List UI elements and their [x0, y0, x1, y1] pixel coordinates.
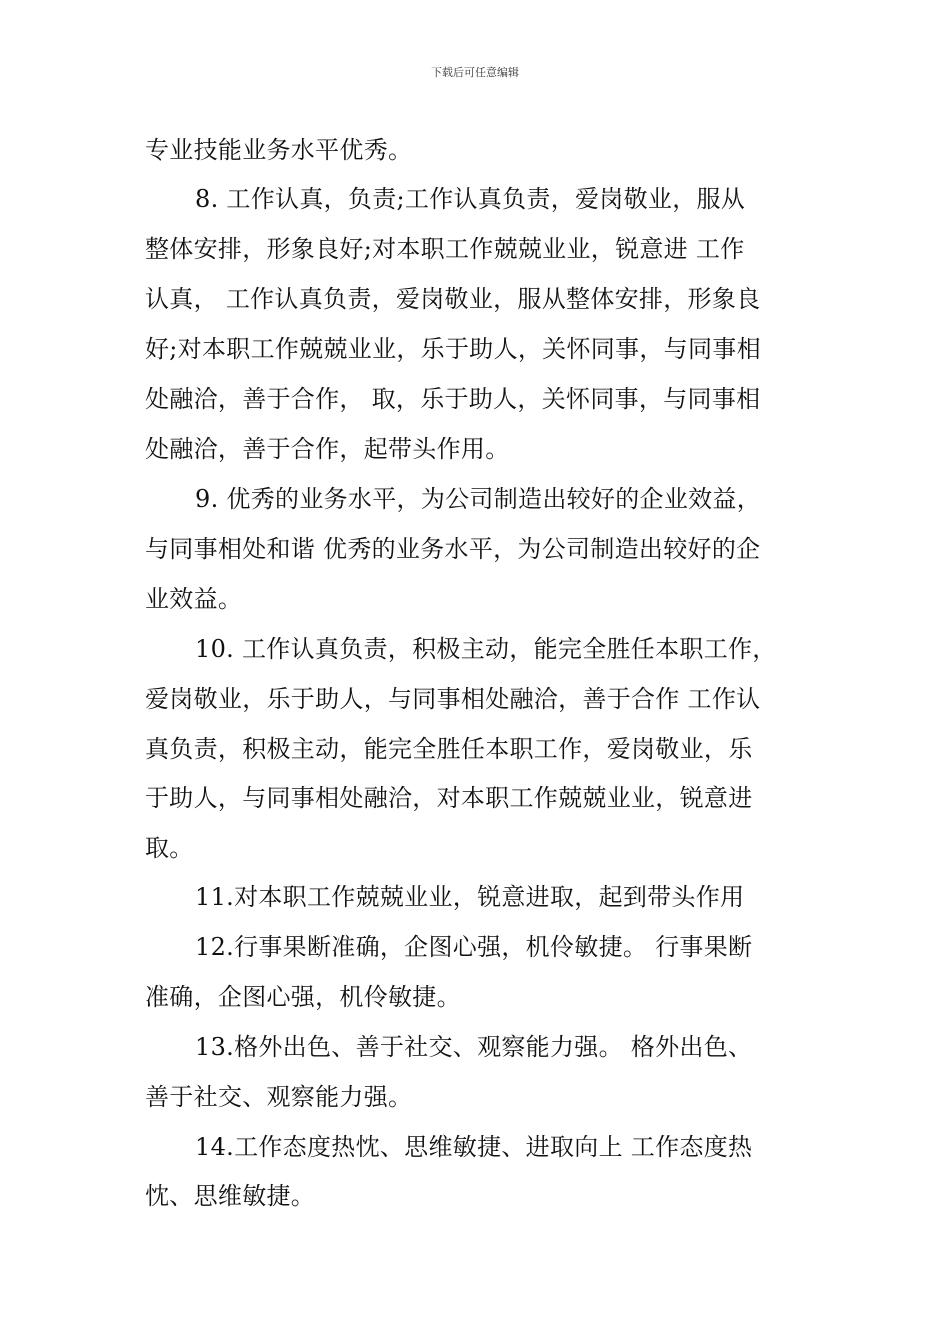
paragraph-line: 处融洽，善于合作， 取，乐于助人，关怀同事，与同事相: [145, 385, 761, 413]
paragraph-line: 9. 优秀的业务水平，为公司制造出较好的企业效益，: [195, 485, 762, 513]
paragraph-line: 11.对本职工作兢兢业业，锐意进取，起到带头作用: [195, 883, 745, 911]
paragraph-line: 整体安排，形象良好;对本职工作兢兢业业，锐意进 工作: [145, 235, 745, 263]
paragraph-line: 好;对本职工作兢兢业业，乐于助人，关怀同事，与同事相: [145, 335, 761, 363]
paragraph-line: 13.格外出色、善于社交、观察能力强。 格外出色、: [195, 1033, 753, 1061]
paragraph-line: 爱岗敬业，乐于助人，与同事相处融洽，善于合作 工作认: [145, 685, 761, 713]
paragraph-line: 8. 工作认真，负责;工作认真负责，爱岗敬业，服从: [195, 185, 746, 213]
paragraph-line: 专业技能业务水平优秀。: [145, 136, 413, 164]
paragraph-line: 取。: [145, 834, 194, 862]
paragraph-line: 认真， 工作认真负责，爱岗敬业，服从整体安排，形象良: [145, 285, 761, 313]
paragraph-line: 12.行事果断准确，企图心强，机伶敏捷。 行事果断: [195, 933, 753, 961]
paragraph-line: 与同事相处和谐 优秀的业务水平，为公司制造出较好的企: [145, 535, 761, 563]
paragraph-line: 处融洽，善于合作，起带头作用。: [145, 435, 510, 463]
paragraph-line: 善于社交、观察能力强。: [145, 1083, 413, 1111]
paragraph-line: 业效益。: [145, 585, 243, 613]
paragraph-line: 10. 工作认真负责，积极主动，能完全胜任本职工作，: [195, 635, 777, 663]
page-header: 下载后可任意编辑: [431, 66, 519, 79]
paragraph-line: 于助人，与同事相处融洽，对本职工作兢兢业业，锐意进: [145, 784, 753, 812]
paragraph-line: 14.工作态度热忱、思维敏捷、进取向上 工作态度热: [195, 1133, 753, 1161]
paragraph-line: 准确，企图心强，机伶敏捷。: [145, 983, 461, 1011]
paragraph-line: 忱、思维敏捷。: [145, 1182, 316, 1210]
paragraph-line: 真负责，积极主动，能完全胜任本职工作，爱岗敬业，乐: [145, 735, 753, 763]
